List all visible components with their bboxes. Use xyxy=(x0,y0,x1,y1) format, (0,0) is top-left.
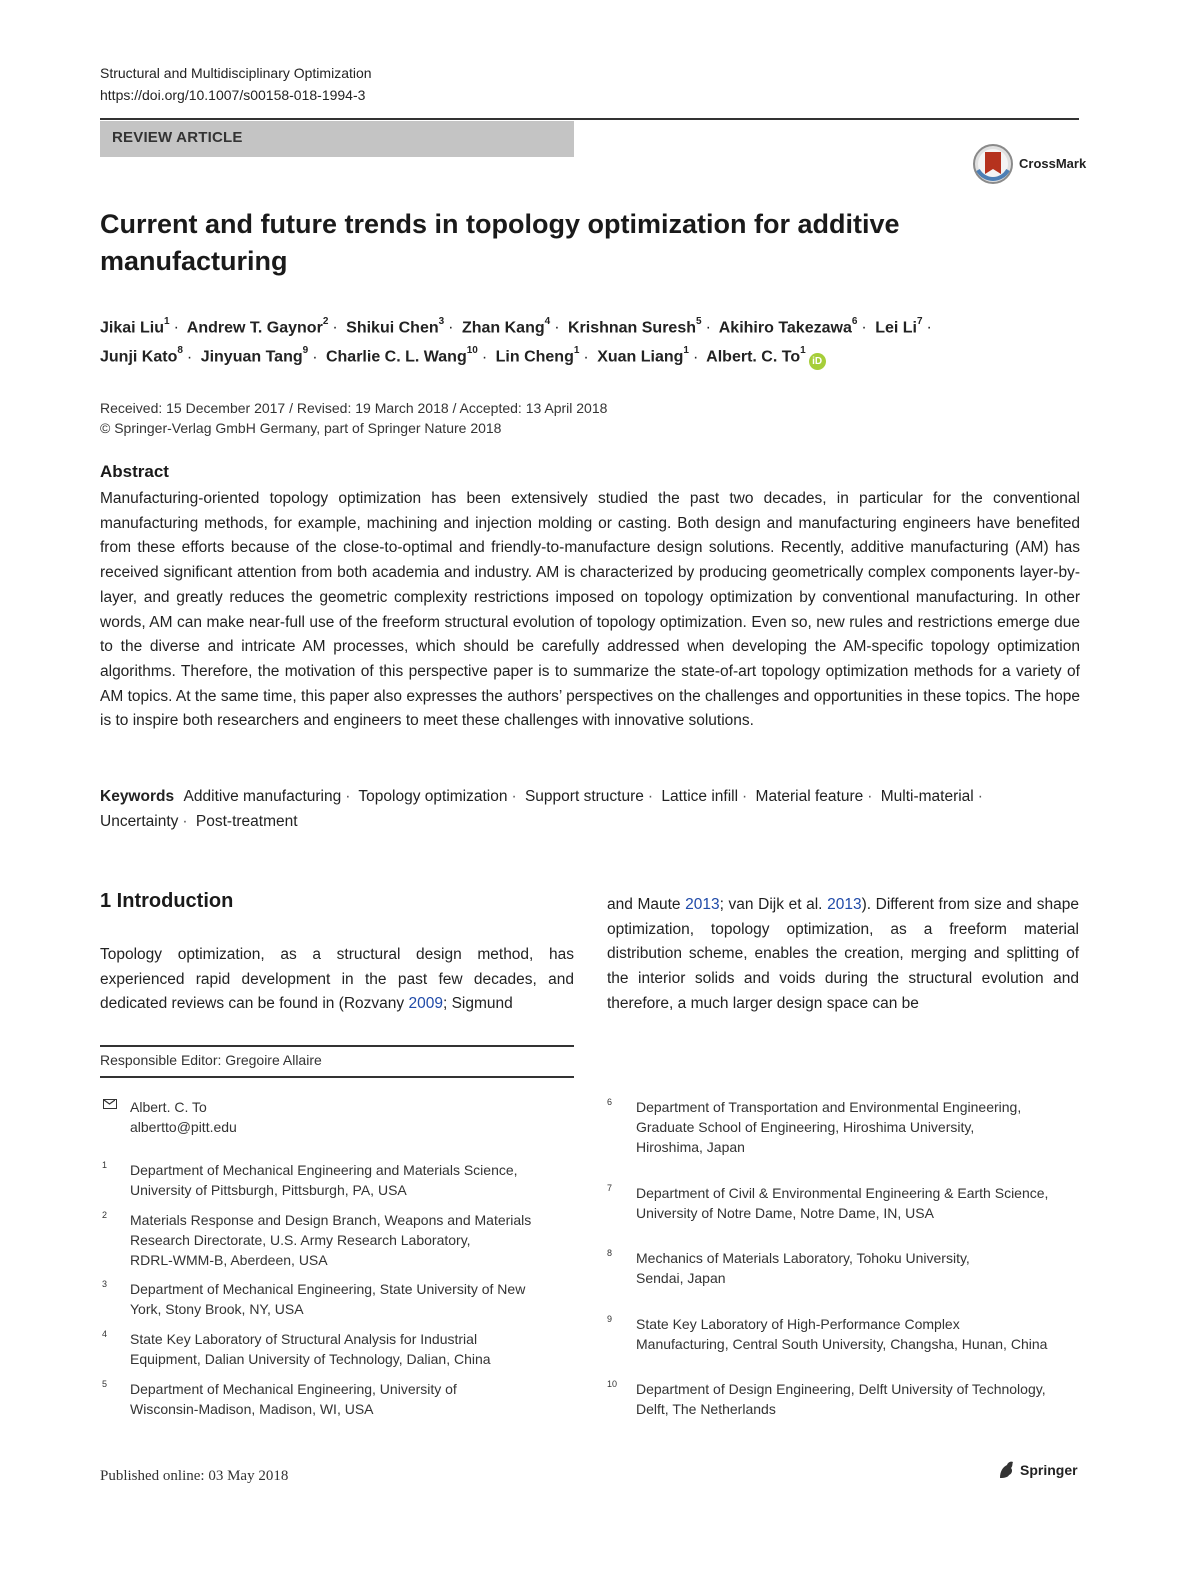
author-affiliation-mark: 9 xyxy=(302,345,309,357)
affiliation-line: State Key Laboratory of High-Performance Complex xyxy=(636,1316,960,1332)
article-dates: Received: 15 December 2017 / Revised: 19 March 2018 / Accepted: 13 April 2018 xyxy=(100,400,608,416)
intro-text: ; van Dijk et al. xyxy=(719,896,828,913)
author-name[interactable]: Jinyuan Tang xyxy=(200,348,303,366)
article-type-label: REVIEW ARTICLE xyxy=(112,129,243,146)
affiliation-number: 4 xyxy=(102,1329,108,1339)
author-name[interactable]: Akihiro Takezawa xyxy=(718,319,852,337)
doi-link[interactable]: https://doi.org/10.1007/s00158-018-1994-3 xyxy=(100,87,366,103)
citation-link[interactable]: 2013 xyxy=(827,896,862,913)
affiliation-number: 2 xyxy=(102,1210,108,1220)
affiliation-number: 1 xyxy=(102,1160,108,1170)
footnote-rule xyxy=(100,1045,574,1047)
affiliation-number: 9 xyxy=(607,1314,613,1324)
affiliation-line: Manufacturing, Central South University, Changsha, Hunan, China xyxy=(636,1336,1048,1352)
intro-text: ; Sigmund xyxy=(442,995,513,1013)
crossmark-label: CrossMark xyxy=(1019,156,1087,171)
copyright-notice: © Springer-Verlag GmbH Germany, part of Springer Nature 2018 xyxy=(100,420,502,436)
article-type-band xyxy=(100,121,574,157)
citation-link[interactable]: 2013 xyxy=(685,896,720,913)
responsible-editor: Responsible Editor: Gregoire Allaire xyxy=(100,1052,322,1068)
author-name[interactable]: Shikui Chen xyxy=(346,319,439,337)
author-name[interactable]: Jikai Liu xyxy=(100,319,165,337)
affiliation-line: Sendai, Japan xyxy=(636,1270,726,1286)
keyword-item: Additive manufacturing xyxy=(183,788,342,805)
springer-label: Springer xyxy=(1020,1462,1078,1478)
author-affiliation-mark: 7 xyxy=(916,316,923,327)
affiliation-line: University of Notre Dame, Notre Dame, IN, USA xyxy=(636,1205,934,1221)
corresponding-author-name: Albert. C. To xyxy=(130,1099,207,1115)
author-name[interactable]: Charlie C. L. Wang xyxy=(325,348,467,366)
footnote-rule xyxy=(100,1076,574,1078)
published-date: Published online: 03 May 2018 xyxy=(100,1468,289,1484)
abstract-heading: Abstract xyxy=(100,462,169,481)
keywords-label: Keywords xyxy=(100,788,175,805)
affiliation-line: Research Directorate, U.S. Army Research Laboratory, xyxy=(130,1232,471,1248)
author-affiliation-mark: 1 xyxy=(800,345,806,357)
affiliation-line: Department of Design Engineering, Delft University of Technology, xyxy=(636,1381,1046,1397)
springer-horse-icon xyxy=(996,1459,1018,1481)
citation-link[interactable]: 2009 xyxy=(408,995,443,1013)
author-affiliation-mark: 10 xyxy=(466,345,478,357)
keyword-item: Support structure xyxy=(524,788,644,805)
affiliation-line: Department of Transportation and Environmental Engineering, xyxy=(636,1099,1022,1115)
affiliation-line: Wisconsin-Madison, Madison, WI, USA xyxy=(130,1401,374,1417)
affiliation-line: York, Stony Brook, NY, USA xyxy=(130,1301,304,1317)
intro-paragraph-left xyxy=(100,943,574,1017)
title-line-2: manufacturing xyxy=(100,246,288,276)
envelope-icon xyxy=(103,1099,117,1109)
keyword-item: Lattice infill xyxy=(661,788,739,805)
intro-text: and Maute xyxy=(607,896,686,913)
author-name[interactable]: Andrew T. Gaynor xyxy=(186,319,323,337)
keywords: Keywords Additive manufacturing · Topology optimization · Support structure · Lattice infill · Material feature · Multi-material · Uncertainty · Post-treatment xyxy=(100,788,983,830)
affiliation-line: RDRL-WMM-B, Aberdeen, USA xyxy=(130,1252,328,1268)
intro-paragraph-right xyxy=(607,893,1079,1017)
keyword-item: Material feature xyxy=(755,788,864,805)
crossmark-badge[interactable] xyxy=(972,143,1087,185)
crossmark-icon xyxy=(972,143,1018,185)
affiliation-line: Mechanics of Materials Laboratory, Tohoku University, xyxy=(636,1250,970,1266)
affiliation-number: 6 xyxy=(607,1097,613,1107)
affiliation-line: University of Pittsburgh, Pittsburgh, PA, USA xyxy=(130,1182,407,1198)
keyword-item: Multi-material xyxy=(880,788,974,805)
affiliation-line: Equipment, Dalian University of Technology, Dalian, China xyxy=(130,1351,491,1367)
affiliation-line: Department of Mechanical Engineering, State University of New xyxy=(130,1281,526,1297)
affiliation-line: Hiroshima, Japan xyxy=(636,1139,745,1155)
article-title xyxy=(100,206,1060,280)
affiliation-number: 3 xyxy=(102,1279,108,1289)
affiliation-line: State Key Laboratory of Structural Analysis for Industrial xyxy=(130,1331,478,1347)
author-name[interactable]: Krishnan Suresh xyxy=(567,319,696,337)
keyword-item: Uncertainty xyxy=(100,812,179,830)
affiliation-line: Department of Mechanical Engineering, University of xyxy=(130,1381,457,1397)
author-name[interactable]: Albert. C. To xyxy=(706,348,801,366)
author-name[interactable]: Zhan Kang xyxy=(461,319,545,337)
journal-name: Structural and Multidisciplinary Optimization xyxy=(100,65,372,81)
author-name[interactable]: Lei Li xyxy=(875,319,917,337)
title-line-1: Current and future trends in topology optimization for additive xyxy=(100,209,900,239)
affiliation-line: Delft, The Netherlands xyxy=(636,1401,776,1417)
author-affiliation-mark: 1 xyxy=(573,345,580,357)
author-affiliation-mark: 1 xyxy=(683,345,689,357)
orcid-icon[interactable]: iD xyxy=(809,353,826,370)
keyword-item: Post-treatment xyxy=(195,812,298,830)
intro-text: Topology optimization, as a structural design method, has experienced rapid development in the past few decades, and dedicated reviews can be found in (Rozvany xyxy=(100,946,574,1013)
affiliation-number: 8 xyxy=(607,1248,613,1258)
affiliation-number: 5 xyxy=(102,1379,108,1389)
header-rule xyxy=(100,118,1079,120)
author-list: Jikai Liu$^1$ · Andrew T. Gaynor$^2$ · Shikui Chen$^3$ · Zhan Kang$^4$ · Krishnan Suresh$^5$ · Akihiro Takezawa$^6$ · Lei $Li^7$ · Junji Kato$^8$ · Jinyuan Tang$^9$ · Charlie C. L. Wang$^{10}$ · Lin Cheng$^1$ · Xuan Liang$^1$ · Albert. C. To$^1$iD xyxy=(100,311,1080,370)
affiliation-line: Department of Civil & Environmental Engineering & Earth Science, xyxy=(636,1185,1049,1201)
author-affiliation-mark: 8 xyxy=(177,345,183,357)
author-name[interactable]: Junji Kato xyxy=(100,348,178,366)
author-name[interactable]: Xuan Liang xyxy=(597,348,684,366)
affiliation-number: 7 xyxy=(607,1183,613,1193)
affiliation-number: 10 xyxy=(607,1379,618,1389)
affiliation-line: Department of Mechanical Engineering and Materials Science, xyxy=(130,1162,518,1178)
intro-text: ). Different from size and shape optimization, topology optimization, as a freeform material distribution scheme, enables the creation, merging and splitting of the interior solids and voids during the structural evolution and therefore, a much larger design space can be xyxy=(607,896,1079,1012)
keyword-item: Topology optimization xyxy=(358,788,508,805)
author-name[interactable]: Lin Cheng xyxy=(495,348,574,366)
author-affiliation-mark: 3 xyxy=(438,316,445,327)
abstract-text: Manufacturing-oriented topology optimization has been extensively studied the past two decades, in particular for the conventional manufacturing methods, for example, machining and injection molding or casting. Both design and manufacturing engineers have benefited from these efforts because of the close-to-optimal and friendly-to-manufacture design solutions. Recently, additive manufacturing (AM) has received significant attention from both academia and industry. AM is characterized by producing geometrically complex components layer-by-layer, and greatly reduces the geometric complexity restrictions imposed on topology optimization by conventional manufacturing. In other words, AM can make near-full use of the freeform structural evolution of topology optimization. Even so, new rules and restrictions emerge due to the diverse and intricate AM processes, which should be carefully addressed when developing the AM-specific topology optimization algorithms. Therefore, the motivation of this perspective paper is to summarize the state-of-art topology optimization methods for a variety of AM topics. At the same time, this paper also expresses the authors’ perspectives on the challenges and opportunities in these topics. The hope is to inspire both researchers and engineers to meet these challenges with innovative solutions. xyxy=(100,490,1080,730)
affiliation-line: Materials Response and Design Branch, Weapons and Materials xyxy=(130,1212,532,1228)
corresponding-author-email[interactable]: albertto@pitt.edu xyxy=(130,1119,237,1135)
author-affiliation-mark: 1 xyxy=(164,316,170,327)
author-affiliation-mark: 4 xyxy=(544,316,551,327)
section-heading-introduction: 1 Introduction xyxy=(100,890,234,912)
affiliation-line: Graduate School of Engineering, Hiroshima University, xyxy=(636,1119,975,1135)
author-affiliation-mark: 6 xyxy=(851,316,858,327)
author-affiliation-mark: 5 xyxy=(696,316,702,327)
author-affiliation-mark: 2 xyxy=(322,316,329,327)
springer-logo xyxy=(996,1459,1086,1483)
